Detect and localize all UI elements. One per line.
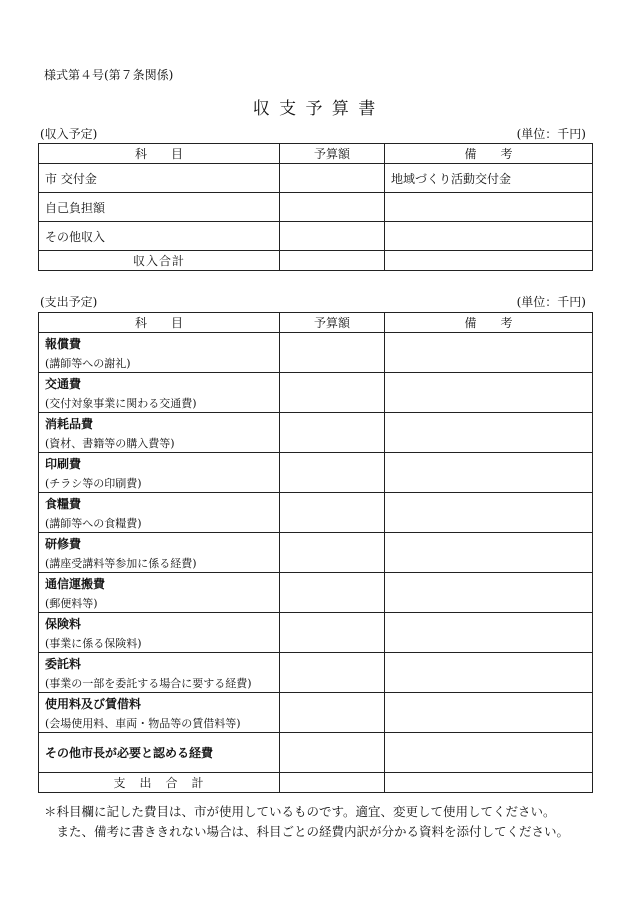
expense-item-name: 使用料及び賃借料 bbox=[45, 696, 142, 711]
expense-header-remarks: 備 考 bbox=[385, 313, 593, 333]
expense-header-budget: 予算額 bbox=[280, 313, 385, 333]
expense-table bbox=[38, 312, 593, 793]
table-row bbox=[39, 533, 593, 573]
expense-budget-cell[interactable] bbox=[280, 533, 385, 573]
expense-budget-cell[interactable] bbox=[280, 733, 385, 773]
expense-remarks-cell[interactable] bbox=[385, 533, 593, 573]
expense-item-cell bbox=[39, 653, 280, 693]
expense-item-name: 消耗品費 bbox=[45, 416, 94, 431]
table-row bbox=[39, 222, 593, 251]
income-header-remarks: 備 考 bbox=[385, 144, 593, 164]
table-row bbox=[39, 413, 593, 453]
form-number: 様式第４号(第７条関係) bbox=[44, 68, 174, 82]
expense-total-remarks-cell[interactable] bbox=[385, 773, 593, 793]
income-header-row bbox=[39, 144, 593, 164]
expense-item-desc: (講師等への謝礼) bbox=[45, 356, 131, 370]
table-row bbox=[39, 493, 593, 533]
expense-total-budget-cell[interactable] bbox=[280, 773, 385, 793]
expense-section-label: (支出予定) bbox=[40, 295, 98, 309]
expense-item-desc: (事業の一部を委託する場合に要する経費) bbox=[45, 676, 252, 690]
expense-item-cell bbox=[39, 493, 280, 533]
expense-item-cell bbox=[39, 453, 280, 493]
income-table bbox=[38, 143, 593, 271]
footnote-1: ＊科目欄に記した費目は、市が使用しているものです。適宜、変更して使用してください。 bbox=[44, 804, 556, 819]
expense-budget-cell[interactable] bbox=[280, 493, 385, 533]
income-remarks-cell[interactable] bbox=[385, 193, 593, 222]
expense-remarks-cell[interactable] bbox=[385, 493, 593, 533]
expense-item-desc: (講座受講料等参加に係る経費) bbox=[45, 556, 197, 570]
footnote-2: また、備考に書ききれない場合は、科目ごとの経費内訳が分かる資料を添付してください。 bbox=[44, 824, 570, 839]
expense-total-row bbox=[39, 773, 593, 793]
page-title: 収 支 予 算 書 bbox=[252, 99, 378, 119]
income-budget-cell[interactable] bbox=[280, 222, 385, 251]
expense-remarks-cell[interactable] bbox=[385, 653, 593, 693]
expense-budget-cell[interactable] bbox=[280, 453, 385, 493]
table-row bbox=[39, 733, 593, 773]
table-row bbox=[39, 613, 593, 653]
expense-item-name: 報償費 bbox=[45, 336, 82, 351]
expense-item-cell bbox=[39, 533, 280, 573]
expense-item-desc: (資材、書籍等の購入費等) bbox=[45, 436, 175, 450]
expense-budget-cell[interactable] bbox=[280, 653, 385, 693]
income-total-row bbox=[39, 251, 593, 271]
expense-item-name: 印刷費 bbox=[45, 456, 82, 471]
expense-total-label: 支 出 合 計 bbox=[39, 773, 280, 793]
income-budget-cell[interactable] bbox=[280, 164, 385, 193]
expense-remarks-cell[interactable] bbox=[385, 333, 593, 373]
income-section-label: (収入予定) bbox=[40, 127, 98, 141]
income-header-budget: 予算額 bbox=[280, 144, 385, 164]
expense-remarks-cell[interactable] bbox=[385, 693, 593, 733]
expense-item-cell bbox=[39, 573, 280, 613]
expense-budget-cell[interactable] bbox=[280, 573, 385, 613]
expense-header-item: 科 目 bbox=[39, 313, 280, 333]
expense-budget-cell[interactable] bbox=[280, 373, 385, 413]
expense-remarks-cell[interactable] bbox=[385, 613, 593, 653]
expense-unit-label: (単位：千円) bbox=[516, 295, 586, 309]
expense-item-name: 交通費 bbox=[45, 376, 82, 391]
expense-item-cell bbox=[39, 333, 280, 373]
expense-item-name: 委託料 bbox=[45, 656, 82, 671]
expense-budget-cell[interactable] bbox=[280, 613, 385, 653]
expense-item-cell bbox=[39, 613, 280, 653]
expense-budget-cell[interactable] bbox=[280, 333, 385, 373]
expense-item-desc: (会場使用料、車両・物品等の賃借料等) bbox=[45, 716, 241, 730]
income-total-remarks-cell[interactable] bbox=[385, 251, 593, 271]
table-row bbox=[39, 653, 593, 693]
expense-item-name: 保険料 bbox=[45, 616, 82, 631]
table-row bbox=[39, 693, 593, 733]
expense-item-cell bbox=[39, 373, 280, 413]
expense-remarks-cell[interactable] bbox=[385, 413, 593, 453]
table-row bbox=[39, 164, 593, 193]
table-row bbox=[39, 193, 593, 222]
expense-item-name: 通信運搬費 bbox=[45, 576, 106, 591]
table-row bbox=[39, 333, 593, 373]
table-row bbox=[39, 373, 593, 413]
income-total-label: 収入合計 bbox=[39, 251, 280, 271]
expense-budget-cell[interactable] bbox=[280, 693, 385, 733]
table-row bbox=[39, 573, 593, 613]
expense-remarks-cell[interactable] bbox=[385, 373, 593, 413]
income-item-name: 市 交付金 bbox=[39, 164, 280, 193]
income-item-name: 自己負担額 bbox=[39, 193, 280, 222]
table-row bbox=[39, 453, 593, 493]
expense-item-name: 食糧費 bbox=[45, 496, 82, 511]
income-unit-label: (単位：千円) bbox=[516, 127, 586, 141]
expense-item-cell bbox=[39, 733, 280, 773]
expense-remarks-cell[interactable] bbox=[385, 453, 593, 493]
expense-remarks-cell[interactable] bbox=[385, 733, 593, 773]
income-header-item: 科 目 bbox=[39, 144, 280, 164]
income-remarks-cell[interactable] bbox=[385, 222, 593, 251]
expense-header-row bbox=[39, 313, 593, 333]
expense-item-cell bbox=[39, 413, 280, 453]
expense-item-desc: (郵便料等) bbox=[45, 596, 98, 610]
expense-item-name: その他市長が必要と認める経費 bbox=[45, 746, 214, 760]
expense-budget-cell[interactable] bbox=[280, 413, 385, 453]
income-remarks-cell[interactable]: 地域づくり活動交付金 bbox=[385, 164, 593, 193]
income-item-name: その他収入 bbox=[39, 222, 280, 251]
income-total-budget-cell[interactable] bbox=[280, 251, 385, 271]
expense-item-desc: (交付対象事業に関わる交通費) bbox=[45, 396, 197, 410]
expense-item-desc: (事業に係る保険料) bbox=[45, 636, 142, 650]
expense-item-desc: (チラシ等の印刷費) bbox=[45, 476, 142, 490]
expense-item-desc: (講師等への食糧費) bbox=[45, 516, 142, 530]
expense-item-cell bbox=[39, 693, 280, 733]
expense-remarks-cell[interactable] bbox=[385, 573, 593, 613]
expense-item-name: 研修費 bbox=[45, 536, 82, 551]
income-budget-cell[interactable] bbox=[280, 193, 385, 222]
